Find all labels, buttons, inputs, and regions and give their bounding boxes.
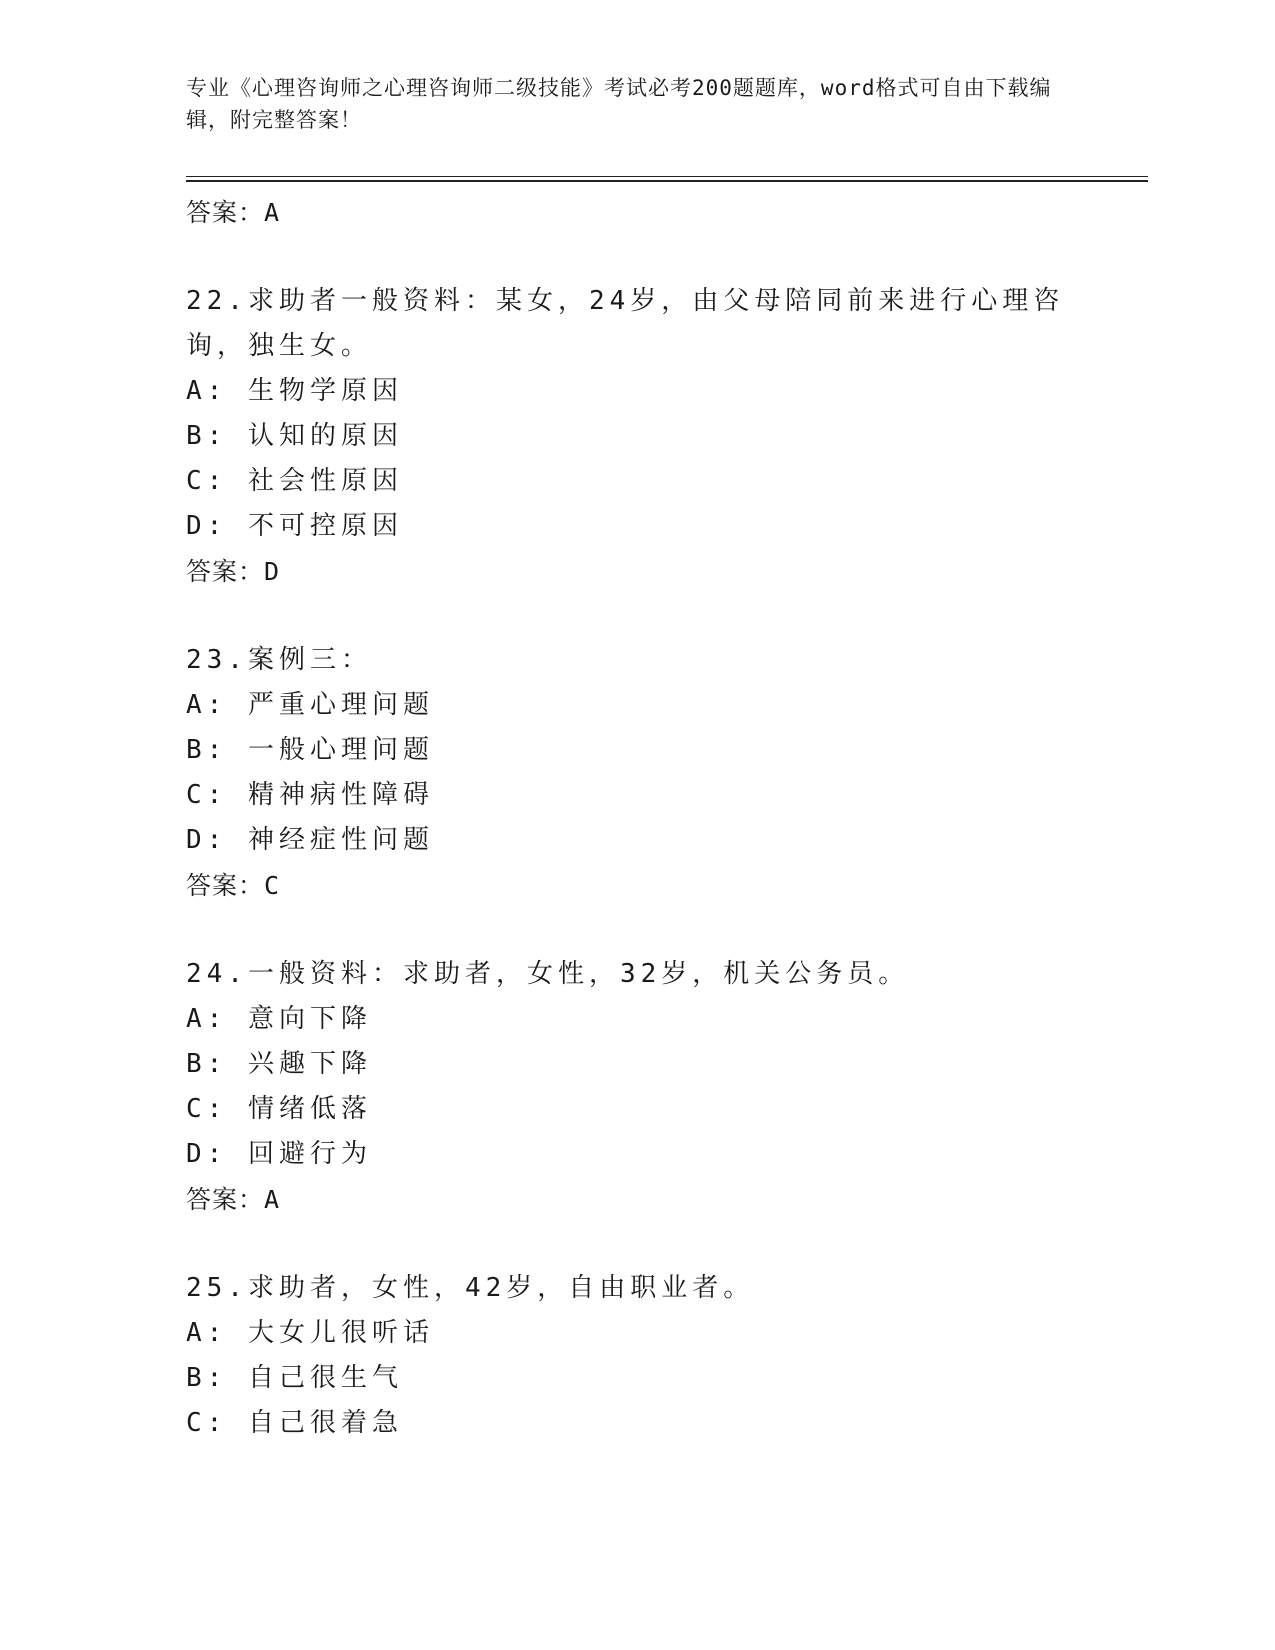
question-list [186, 190, 1086, 1446]
answer-line [186, 863, 1086, 909]
option-c: C: 精神病性障碍 [186, 780, 434, 810]
option-b: B: 认知的原因 [186, 421, 403, 451]
option-b: B: 一般心理问题 [186, 735, 434, 765]
answer-value: A [264, 198, 281, 227]
option-b: B: 兴趣下降 [186, 1049, 372, 1079]
document-header: 专业《心理咨询师之心理咨询师二级技能》考试必考200题题库，word格式可自由下载编辑，附完整答案！ [186, 76, 1052, 132]
question-22 [186, 279, 1086, 595]
answer-label: 答案： [186, 871, 265, 900]
option-c: C: 情绪低落 [186, 1094, 372, 1124]
header-divider-thick [186, 180, 1148, 182]
answer-line [186, 190, 1086, 236]
answer-line [186, 549, 1086, 595]
question-25 [186, 1266, 1086, 1446]
answer-label: 答案： [186, 198, 265, 227]
option-a: A: 意向下降 [186, 1004, 372, 1034]
answer-value: A [264, 1185, 281, 1214]
option-c: C: 自己很着急 [186, 1408, 403, 1438]
option-a: A: 严重心理问题 [186, 690, 434, 720]
option-b: B: 自己很生气 [186, 1363, 403, 1393]
question-24 [186, 952, 1086, 1223]
header-divider-thin [186, 176, 1148, 177]
option-c: C: 社会性原因 [186, 466, 403, 496]
question-stem: 24.一般资料：求助者，女性，32岁，机关公务员。 [186, 959, 910, 989]
answer-label: 答案： [186, 1185, 265, 1214]
question-stem: 25.求助者，女性，42岁，自由职业者。 [186, 1273, 755, 1303]
answer-value: D [264, 557, 281, 586]
question-stem: 23.案例三： [186, 645, 372, 675]
option-a: A: 生物学原因 [186, 376, 403, 406]
answer-value: C [264, 871, 281, 900]
option-d: D: 不可控原因 [186, 511, 403, 541]
option-d: D: 神经症性问题 [186, 825, 434, 855]
question-stem: 22.求助者一般资料：某女，24岁，由父母陪同前来进行心理咨询，独生女。 [186, 286, 1065, 361]
question-23 [186, 638, 1086, 909]
answer-label: 答案： [186, 557, 265, 586]
option-a: A: 大女儿很听话 [186, 1318, 434, 1348]
answer-line [186, 1177, 1086, 1223]
option-d: D: 回避行为 [186, 1139, 372, 1169]
